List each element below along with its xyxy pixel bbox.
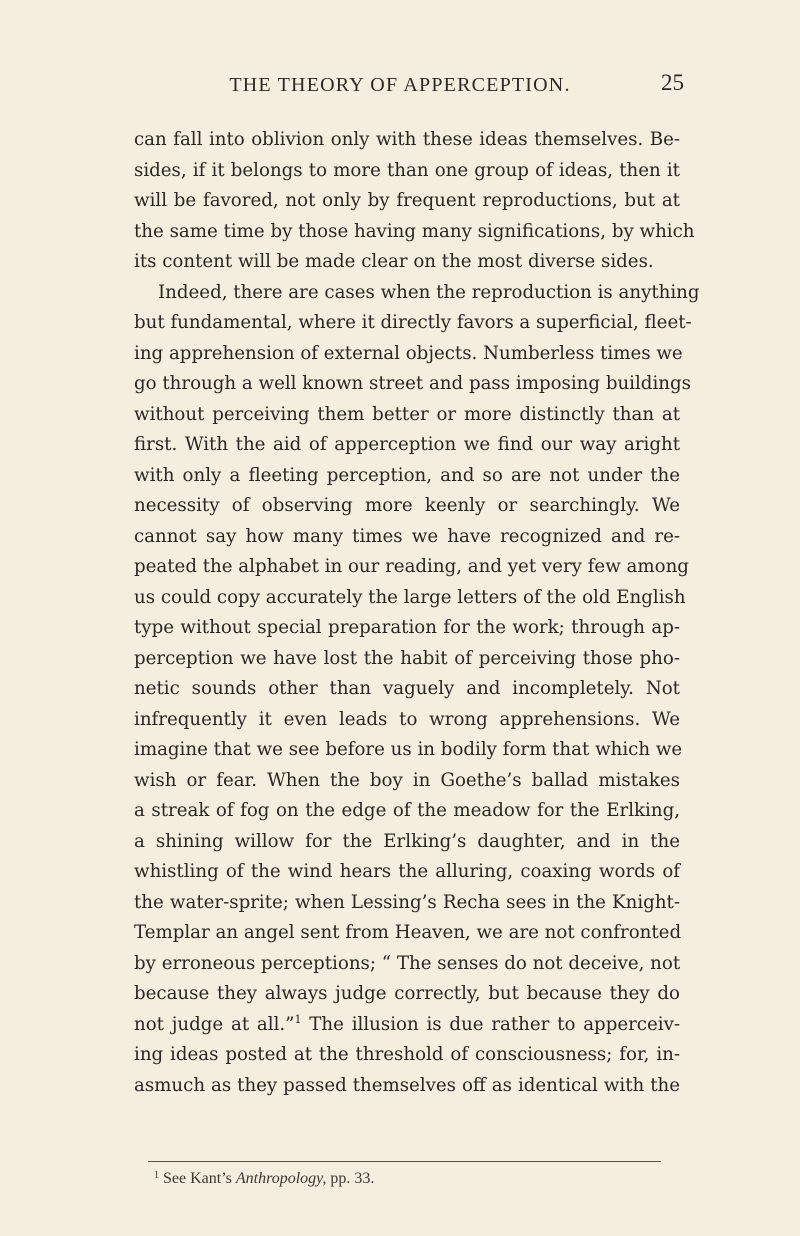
text-line: by erroneous perceptions; “ The senses do not deceive, not — [134, 952, 681, 974]
footnote-suffix: pp. 33. — [326, 1170, 375, 1187]
text-line: a streak of fog on the edge of the meadow for the Erlking, — [134, 800, 680, 821]
body-text — [134, 125, 700, 1101]
text-line: imagine that we see before us in bodily form that which we — [134, 739, 683, 760]
text-line: whistling of the wind hears the alluring, coaxing words of — [134, 861, 680, 882]
text-line: perception we have lost the habit of perceiving those pho- — [134, 647, 680, 669]
text-line: without perceiving them better or more distinctly than at — [134, 403, 680, 425]
text-line: Indeed, there are cases when the reproduction is anything — [158, 281, 700, 303]
footnote-reference[interactable]: 1 — [294, 1012, 302, 1026]
text-line: cannot say how many times we have recognized and re- — [134, 525, 680, 547]
text-line: peated the alphabet in our reading, and yet very few among — [134, 556, 689, 577]
text-line: but fundamental, where it directly favors a superficial, fleet- — [134, 312, 692, 333]
footnote-divider — [148, 1161, 661, 1162]
text-segment: The illusion is due rather to apperceiv- — [301, 1013, 680, 1035]
running-title: THE THEORY OF APPERCEPTION. — [229, 74, 571, 96]
footnote — [154, 1166, 654, 1189]
text-line-with-footnote-ref — [134, 1010, 680, 1041]
page-number: 25 — [661, 70, 684, 95]
text-line: necessity of observing more keenly or searchingly. We — [134, 495, 680, 516]
text-line: asmuch as they passed themselves off as identical with the — [134, 1074, 680, 1096]
text-line: a shining willow for the Erlking’s daughter, and in the — [134, 830, 680, 852]
running-head — [0, 70, 800, 114]
text-line: first. With the aid of apperception we find our way aright — [134, 434, 680, 455]
text-line: type without special preparation for the work; through ap- — [134, 617, 680, 638]
text-line: ing apprehension of external objects. Numberless times we — [134, 342, 683, 364]
text-line: Templar an angel sent from Heaven, we are not confronted — [134, 922, 682, 943]
text-line: wish or fear. When the boy in Goethe’s ballad mistakes — [134, 769, 680, 791]
footnote-marker: 1 — [154, 1170, 159, 1181]
text-line: sides, if it belongs to more than one group of ideas, then it — [134, 159, 680, 181]
text-line: the same time by those having many significations, by which — [134, 220, 695, 242]
text-line: its content will be made clear on the most diverse sides. — [134, 251, 654, 272]
text-line: ing ideas posted at the threshold of consciousness; for, in- — [134, 1044, 680, 1065]
text-line: go through a well known street and pass imposing buildings — [134, 373, 691, 394]
text-segment: not judge at all.” — [134, 1013, 295, 1035]
text-line: infrequently it even leads to wrong apprehensions. We — [134, 708, 680, 730]
footnote-work-title: Anthropology, — [235, 1170, 327, 1187]
text-line: with only a fleeting perception, and so are not under the — [134, 464, 680, 486]
text-line: the water-sprite; when Lessing’s Recha sees in the Knight- — [134, 891, 680, 913]
text-line: netic sounds other than vaguely and incompletely. Not — [134, 678, 680, 699]
text-line: us could copy accurately the large letters of the old English — [134, 586, 686, 608]
footnote-prefix: See Kant’s — [163, 1170, 236, 1187]
text-line: because they always judge correctly, but because they do — [134, 983, 680, 1004]
text-line: can fall into oblivion only with these ideas themselves. Be- — [134, 129, 680, 150]
text-line: will be favored, not only by frequent reproductions, but at — [134, 190, 680, 211]
